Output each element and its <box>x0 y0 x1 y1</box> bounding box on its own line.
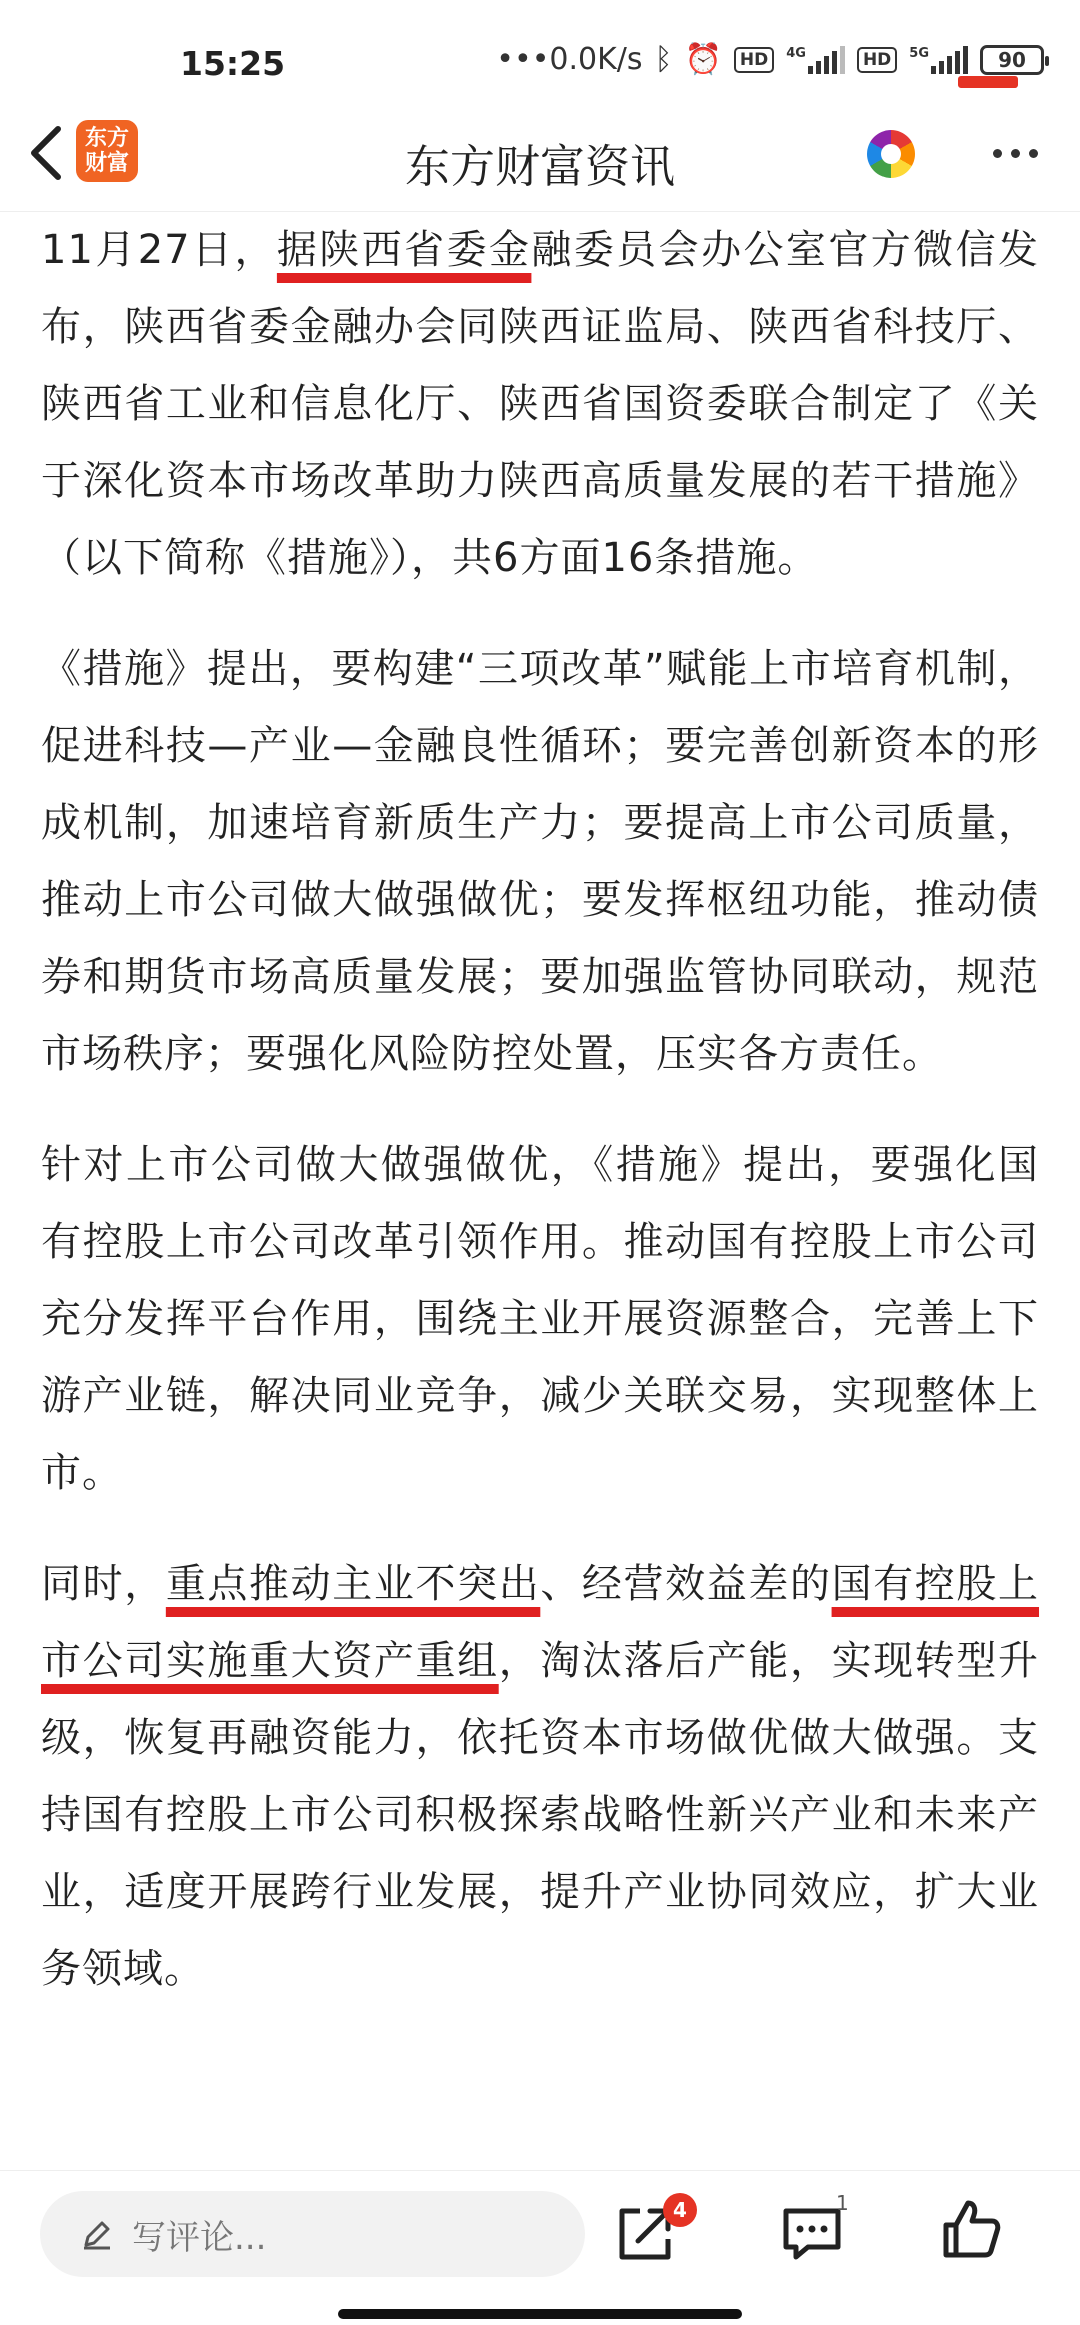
battery-red-mark <box>958 76 1018 88</box>
logo-text-line1: 东方 <box>84 126 129 151</box>
text-segment: 融委员会办公室官方微信发布，陕西省委金融办会同陕西证监局、陕西省科技厅、陕西省工业和信息化厅、陕西省国资委联合制定了《关于深化资本市场改革助力陕西高质量发展的若干措施》（以下简称《措施》），共6方面16条措施。 <box>41 227 1040 581</box>
share-badge: 4 <box>663 2193 697 2227</box>
bottom-bar <box>0 2170 1080 2325</box>
home-indicator[interactable] <box>338 2309 742 2319</box>
comment-count: 1 <box>836 2191 849 2215</box>
text-segment: 同时， <box>41 1561 166 1607</box>
battery-icon <box>980 45 1044 75</box>
comment-button[interactable] <box>780 2201 844 2265</box>
text-segment: 、经营效益差的 <box>540 1561 832 1607</box>
hd-icon-2: HD <box>857 47 897 73</box>
thumbs-up-icon <box>940 2197 1004 2261</box>
pen-icon <box>80 2217 114 2251</box>
comment-input[interactable] <box>40 2191 585 2277</box>
hd-icon: HD <box>734 47 774 73</box>
text-segment: 11月27日， <box>41 227 277 273</box>
more-dot <box>993 149 1002 158</box>
more-dot <box>1029 149 1038 158</box>
network-speed: •••0.0K/s <box>496 42 643 77</box>
article-paragraph-4 <box>41 1546 1039 2008</box>
comment-icon <box>780 2201 844 2265</box>
article-paragraph-1 <box>41 212 1039 597</box>
nav-bar <box>0 100 1080 212</box>
signal-4g-icon: 4G <box>786 46 845 74</box>
like-button[interactable] <box>940 2197 1004 2261</box>
chevron-left-icon <box>28 125 64 181</box>
status-bar <box>0 0 1080 100</box>
page-title: 东方财富资讯 <box>404 140 675 193</box>
highlighted-text: 重点推动主业不突出 <box>165 1561 541 1607</box>
comment-placeholder: 写评论... <box>132 2217 267 2258</box>
back-button[interactable] <box>16 118 76 188</box>
app-logo[interactable] <box>76 120 138 182</box>
signal-5g-icon: 5G <box>909 46 968 74</box>
logo-text-line2: 财富 <box>84 151 129 176</box>
bluetooth-icon: ᛒ <box>654 42 673 77</box>
highlighted-text: 国有控股上市公司实施重大资产重组 <box>41 1561 1040 1684</box>
status-time: 15:25 <box>180 44 286 83</box>
article-paragraph-2: 《措施》提出，要构建“三项改革”赋能上市培育机制，促进科技—产业—金融良性循环；要完善创新资本的形成机制，加速培育新质生产力；要提高上市公司质量，推动上市公司做大做强做优；要发挥枢纽功能，推动债券和期货市场高质量发展；要加强监管协同联动，规范市场秩序；要强化风险防控处置，压实各方责任。 <box>41 646 1039 1077</box>
more-button[interactable] <box>980 128 1050 178</box>
status-icons <box>496 42 1044 77</box>
article-body <box>41 212 1039 2042</box>
text-segment: ，淘汰落后产能，实现转型升级，恢复再融资能力，依托资本市场做优做大做强。支持国有控股上市公司积极探索战略性新兴产业和未来产业，适度开展跨行业发展，提升产业协同效应，扩大业务领域。 <box>41 1638 1040 1992</box>
alarm-icon: ⏰ <box>684 42 722 77</box>
more-dot <box>1011 149 1020 158</box>
highlighted-text: 据陕西省委金 <box>276 227 532 273</box>
article-paragraph-3: 针对上市公司做大做强做优，《措施》提出，要强化国有控股上市公司改革引领作用。推动国有控股上市公司充分发挥平台作用，围绕主业开展资源整合，完善上下游产业链，解决同业竞争，减少关联交易，实现整体上市。 <box>41 1142 1039 1496</box>
battery-level: 90 <box>998 47 1026 72</box>
pinwheel-icon[interactable] <box>867 130 915 178</box>
